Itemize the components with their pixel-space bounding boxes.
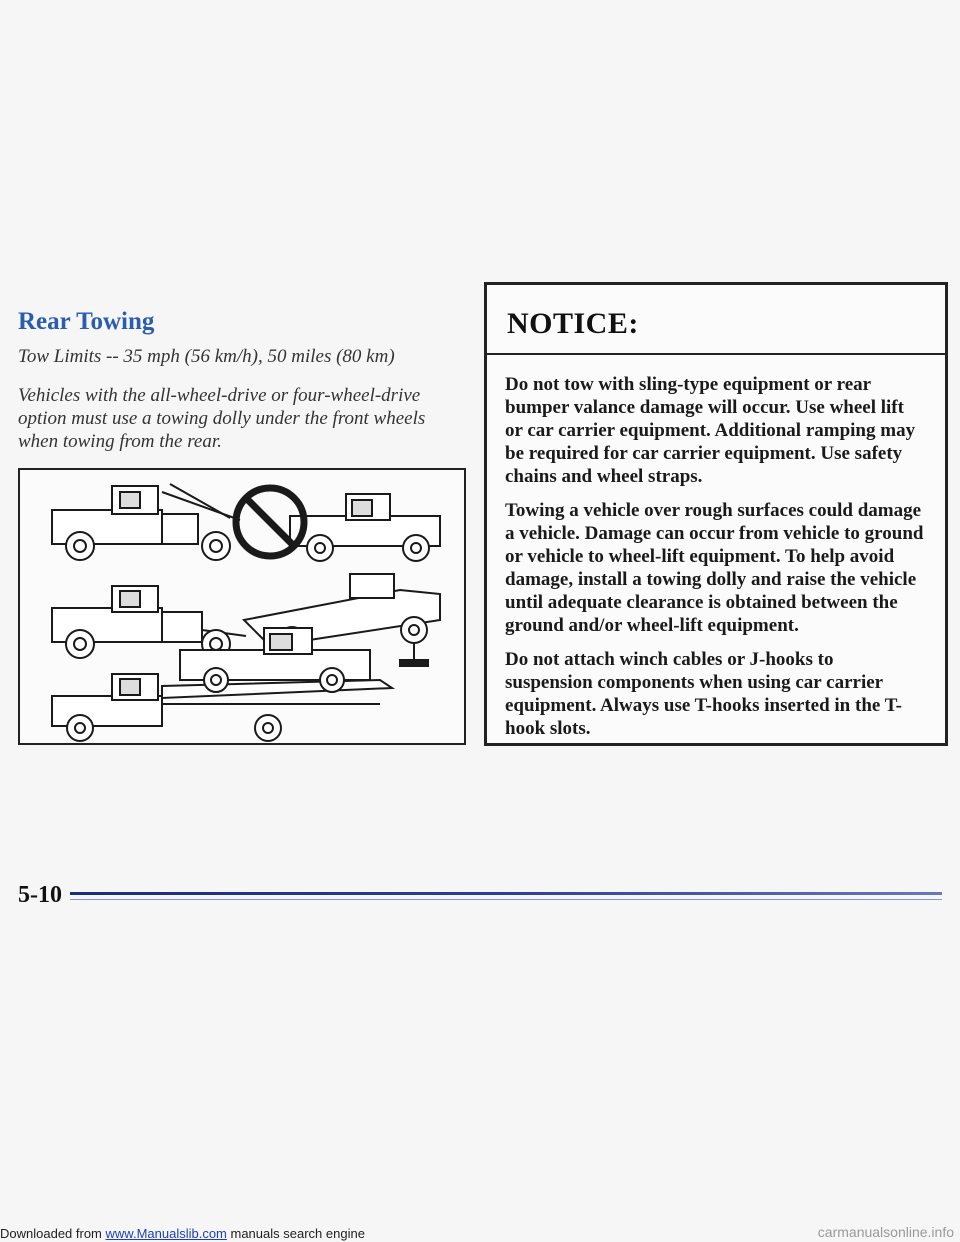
download-credit	[0, 1226, 365, 1241]
manualslib-link[interactable]: www.Manualslib.com	[105, 1226, 227, 1241]
rear-towing-body-text: Vehicles with the all-wheel-drive or four-wheel-drive option must use a towing dolly under the front wheels when towing from the rear.	[18, 385, 426, 452]
watermark-text: carmanualsonline.info	[817, 1224, 954, 1240]
download-prefix: Downloaded from	[0, 1226, 102, 1241]
page-number: 5-10	[18, 882, 62, 908]
notice-paragraph: Do not attach winch cables or J-hooks to suspension components when using car carrier equipment. Always use T-hooks inserted in the T-hook slots.	[505, 649, 902, 739]
sling-towed-pickup	[290, 494, 440, 561]
footer-rule	[70, 892, 942, 895]
notice-box	[484, 282, 948, 746]
notice-header: NOTICE:	[487, 285, 945, 355]
footer-rule-thin	[70, 899, 942, 900]
notice-body	[487, 355, 945, 740]
download-suffix: manuals search engine	[226, 1226, 365, 1241]
section-title: Rear Towing	[18, 308, 155, 335]
wheel-lift-tow-truck	[52, 586, 246, 658]
notice-paragraph: Towing a vehicle over rough surfaces could damage a vehicle. Damage can occur from vehicle to ground or vehicle to wheel-lift equipment. To help avoid damage, install a towing dolly and raise the vehicle until adequate clearance is obtained between the ground and/or wheel-lift equipment.	[505, 500, 924, 636]
towing-methods-illustration	[18, 468, 466, 745]
sling-tow-truck	[52, 484, 240, 560]
tow-limits-text: Tow Limits -- 35 mph (56 km/h), 50 miles (80 km)	[18, 346, 395, 367]
towing-dolly	[400, 644, 428, 666]
notice-paragraph: Do not tow with sling-type equipment or rear bumper valance damage will occur. Use wheel lift or car carrier equipment. Additional ramping may be required for car carrier equipment. Use safety chains and wheel straps.	[505, 374, 916, 487]
